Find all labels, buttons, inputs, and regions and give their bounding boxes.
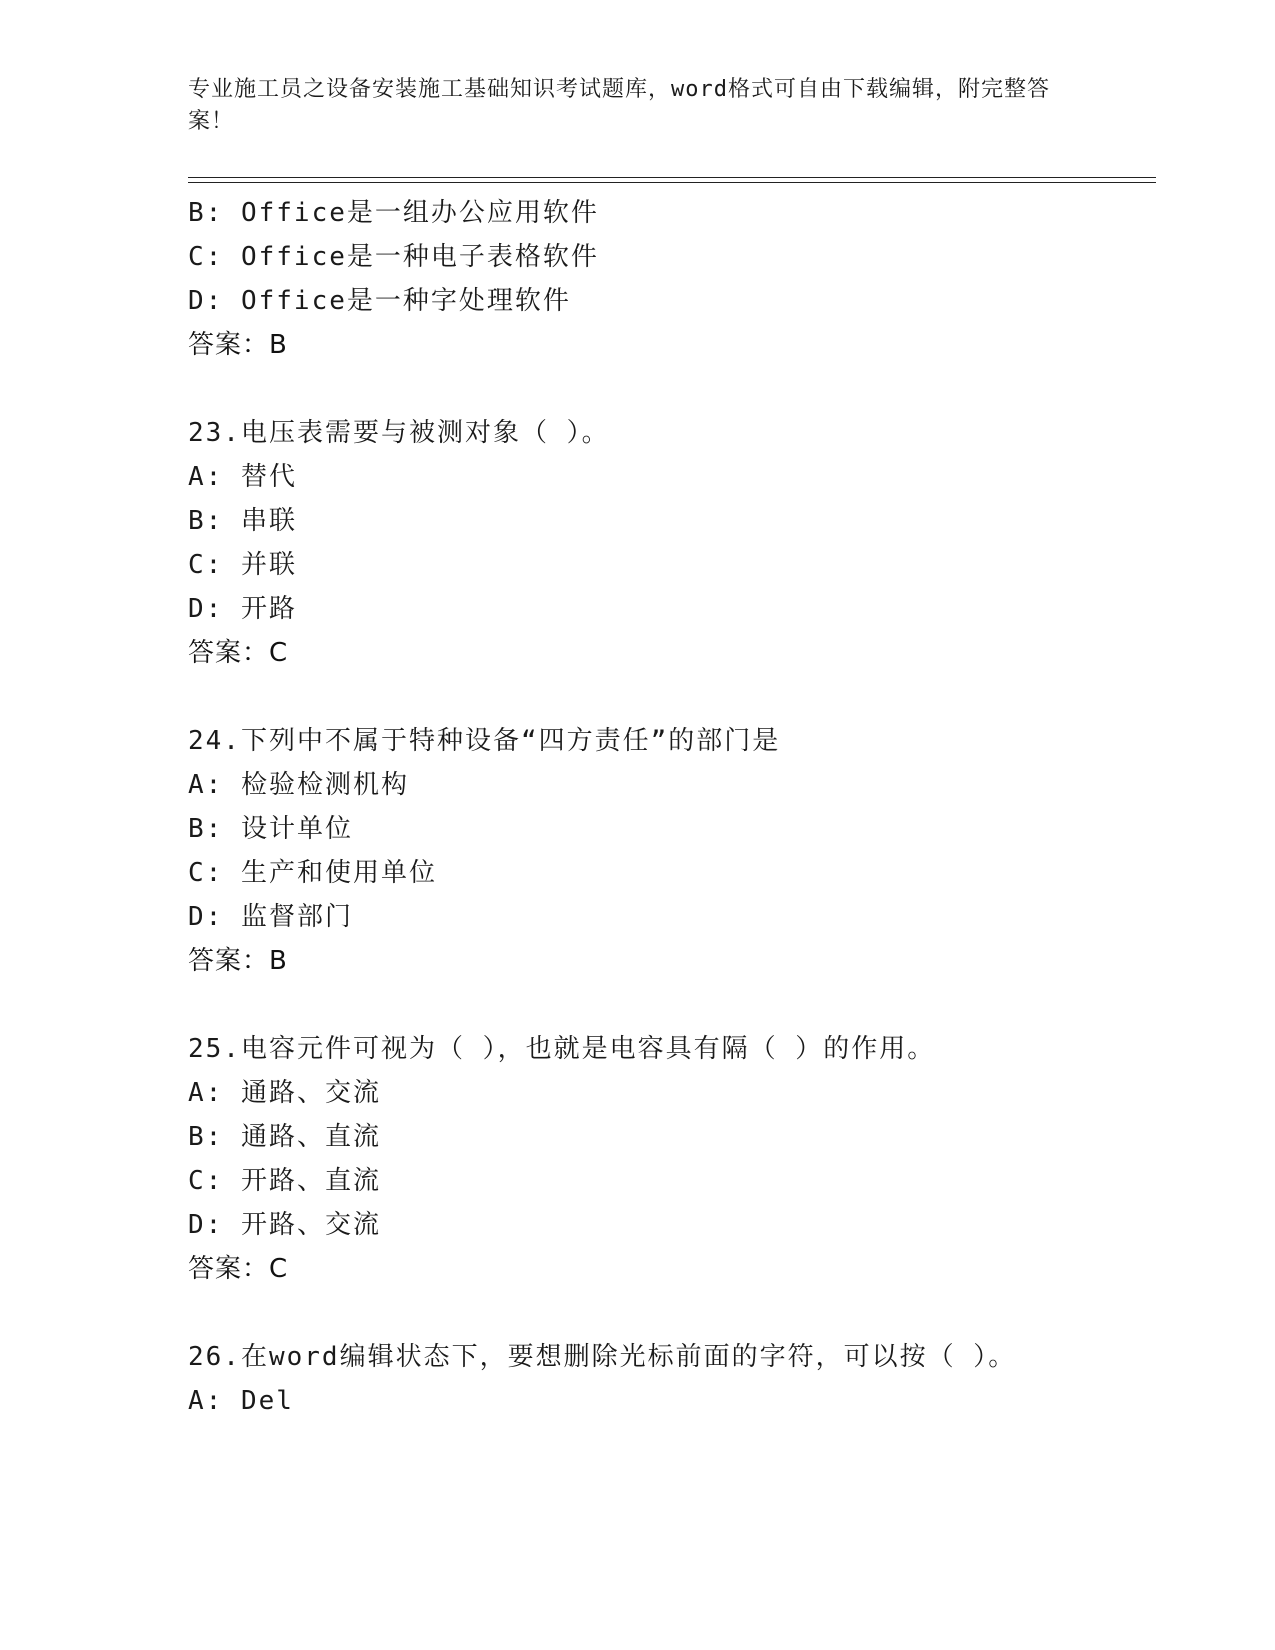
question-25: 25.电容元件可视为（ ），也就是电容具有隔（ ）的作用。: [188, 1034, 936, 1064]
option-c: C: 生产和使用单位: [188, 858, 437, 888]
option-d: D: 监督部门: [188, 902, 353, 932]
document-header: 专业施工员之设备安装施工基础知识考试题库，word格式可自由下载编辑，附完整答案！: [188, 77, 1050, 134]
answer: 答案：C: [188, 638, 289, 668]
header-divider-bottom: [188, 182, 1156, 183]
option-b: B: 串联: [188, 506, 297, 536]
answer: 答案：B: [188, 946, 288, 976]
option-d: D: Office是一种字处理软件: [188, 286, 571, 316]
question-26: 26.在word编辑状态下，要想删除光标前面的字符，可以按（ ）。: [188, 1342, 1017, 1372]
option-b: B: Office是一组办公应用软件: [188, 198, 599, 228]
option-c: C: 并联: [188, 550, 297, 580]
option-a: A: 通路、交流: [188, 1078, 381, 1108]
answer: 答案：B: [188, 330, 288, 360]
option-c: C: Office是一种电子表格软件: [188, 242, 599, 272]
question-24: 24.下列中不属于特种设备“四方责任”的部门是: [188, 726, 781, 756]
question-23: 23.电压表需要与被测对象（ ）。: [188, 418, 610, 448]
option-b: B: 设计单位: [188, 814, 353, 844]
option-c: C: 开路、直流: [188, 1166, 381, 1196]
option-a: A: Del: [188, 1386, 294, 1416]
option-d: D: 开路: [188, 594, 297, 624]
option-a: A: 替代: [188, 462, 297, 492]
option-a: A: 检验检测机构: [188, 770, 409, 800]
option-d: D: 开路、交流: [188, 1210, 381, 1240]
answer: 答案：C: [188, 1254, 289, 1284]
option-b: B: 通路、直流: [188, 1122, 381, 1152]
header-divider-top: [188, 177, 1156, 178]
